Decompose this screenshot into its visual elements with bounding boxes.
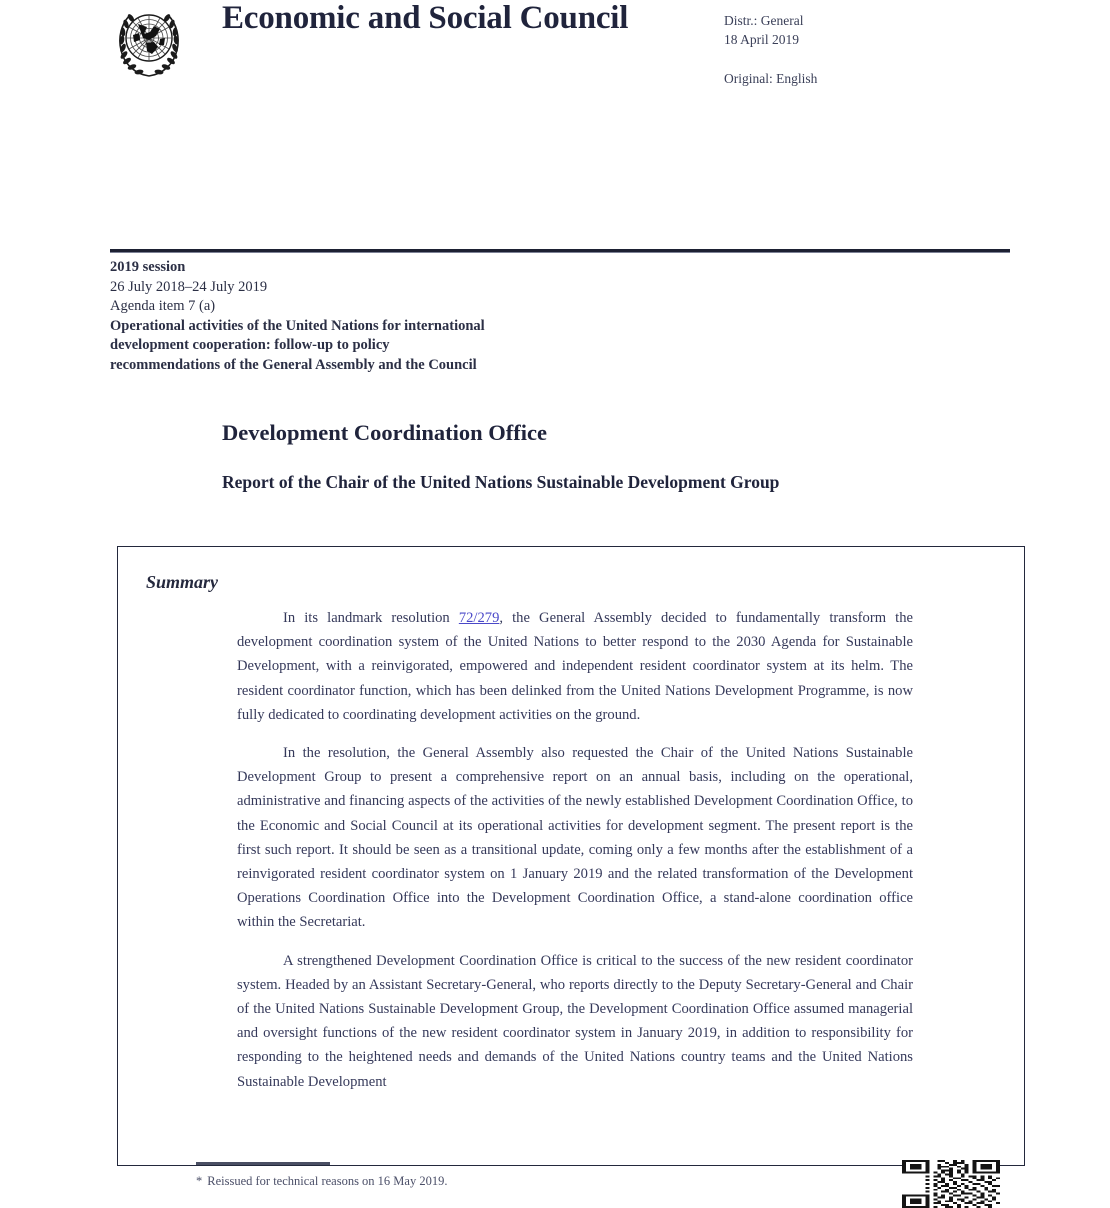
- un-emblem-icon: [113, 2, 185, 82]
- footnote: [196, 1173, 447, 1189]
- agenda-title-line-3: recommendations of the General Assembly and the Council: [110, 356, 477, 373]
- page-subtitle: Report of the Chair of the United Nations Sustainable Development Group: [222, 472, 780, 492]
- distribution-block: [724, 11, 817, 88]
- summary-heading: Summary: [146, 572, 219, 592]
- agenda-title-line-1: Operational activities of the United Nations for international: [110, 317, 485, 334]
- resolution-link[interactable]: 72/279: [458, 610, 500, 626]
- summary-paragraph-1: [237, 606, 913, 727]
- summary-paragraph-3: A strengthened Development Coordination Office is critical to the success of the new resident coordinator system. Headed by an Assistant Secretary-General, who reports directly to the Deputy Secretary-General and Chair of the United Nations Sustainable Development Group, the Development Coordination Office assumed managerial and oversight functions of the new resident coordinator system in January 2019, in addition to responsibility for responding to the heightened needs and demands of the United Nations country teams and the United Nations Sustainable Development: [237, 952, 913, 1090]
- footnote-marker: *: [196, 1174, 203, 1188]
- masthead: [0, 0, 1110, 110]
- summary-paragraph-1-after-link: , the General Assembly decided to fundamentally transform the development coordination system of the United Nations to better respond to the 2030 Agenda for Sustainable Development, with a reinvigorated, empowered and independent resident coordinator system at its helm. The resident coordinator function, which has been delinked from the United Nations Development Programme, is now fully dedicated to coordinating development activities on the ground.: [237, 610, 913, 723]
- page-title: Development Coordination Office: [222, 420, 547, 445]
- document-date: 18 April 2019: [724, 32, 800, 47]
- distribution-label: Distr.: General: [724, 13, 804, 28]
- summary-paragraph-1-before-link: In its landmark resolution: [283, 610, 459, 626]
- summary-body: [237, 606, 913, 1094]
- footnote-text: Reissued for technical reasons on 16 May 2019.: [207, 1174, 448, 1188]
- session-name: 2019 session: [110, 259, 186, 275]
- summary-paragraph-2: In the resolution, the General Assembly also requested the Chair of the United Nations Sustainable Development Group to present a comprehensive report on an annual basis, including on the operational, administrative and financing aspects of the activities of the newly established Development Coordination Office, to the Economic and Social Council at its operational activities for development segment. The present report is the first such report. It should be seen as a transitional update, coming only a few months after the establishment of a reinvigorated resident coordinator system on 1 January 2019 and the related transformation of the Development Operations Coordination Office into the Development Coordination Office, a stand-alone coordination office within the Secretariat.: [237, 745, 913, 931]
- qr-code: [902, 1160, 1000, 1208]
- session-block: [110, 258, 810, 376]
- organ-title: Economic and Social Council: [222, 0, 629, 36]
- session-dates: 26 July 2018–24 July 2019: [110, 278, 268, 295]
- agenda-title-line-2: development cooperation: follow-up to policy: [110, 337, 390, 354]
- footnote-divider: [196, 1162, 330, 1165]
- agenda-item: Agenda item 7 (a): [110, 298, 216, 315]
- original-language: Original: English: [724, 71, 818, 86]
- session-divider: [110, 249, 1010, 253]
- spacer: [724, 49, 817, 69]
